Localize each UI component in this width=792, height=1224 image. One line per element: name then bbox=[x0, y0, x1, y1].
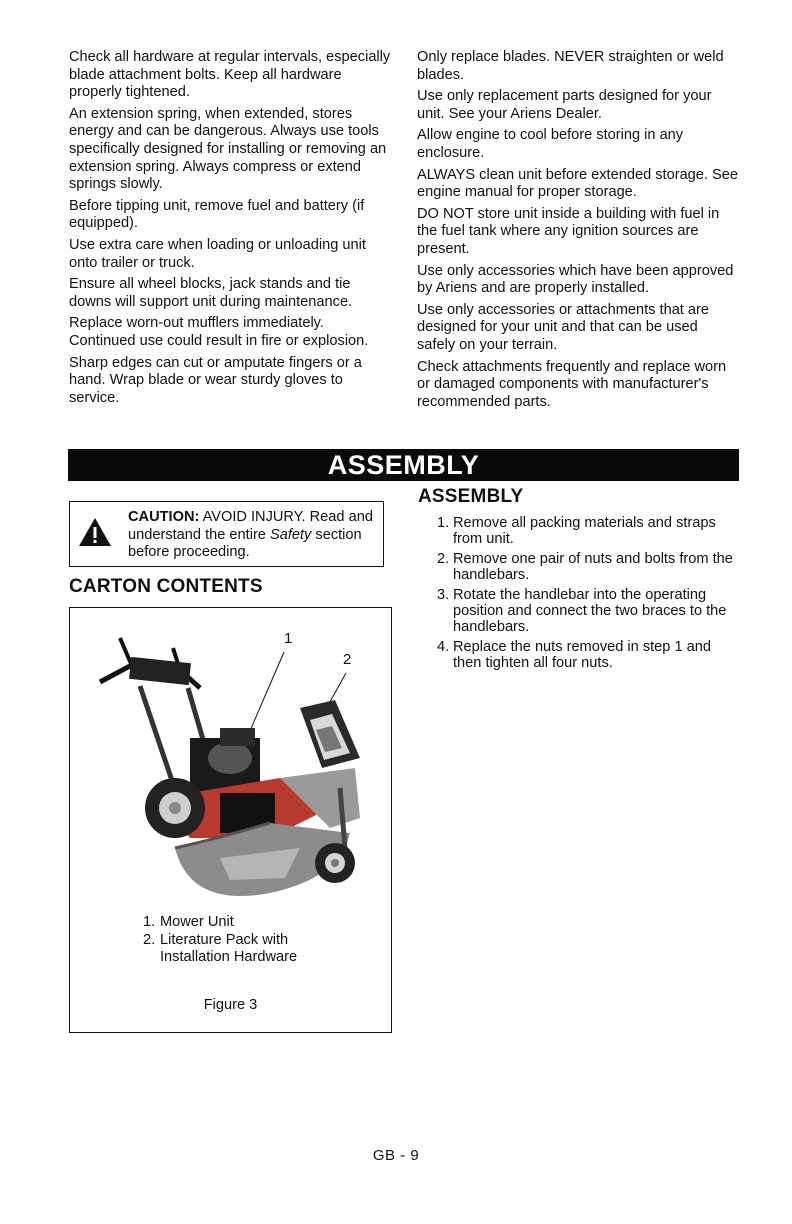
item-number: 2. bbox=[143, 931, 156, 948]
caution-text-b: section before proceeding. bbox=[128, 526, 362, 561]
carton-contents-heading: CARTON CONTENTS bbox=[69, 576, 263, 597]
callout-1: 1 bbox=[284, 630, 293, 647]
paragraph: An extension spring, when extended, stores energy and can be dangerous. Always use tools specifically designed for installing or removing an extension spring. Always compress or extend springs slowly. bbox=[69, 105, 387, 193]
paragraph: Allow engine to cool before storing in any enclosure. bbox=[417, 127, 684, 161]
paragraph: ALWAYS clean unit before extended storage. See engine manual for proper storage. bbox=[417, 166, 738, 201]
step-text: Remove one pair of nuts and bolts from the handlebars. bbox=[453, 551, 733, 583]
assembly-steps bbox=[437, 515, 742, 675]
item-number: 1. bbox=[143, 914, 156, 930]
page-number: GB - 9 bbox=[372, 1147, 420, 1164]
caution-emphasis: Safety bbox=[269, 526, 312, 543]
caution-label: CAUTION: bbox=[128, 509, 200, 525]
list-item bbox=[437, 587, 742, 635]
callout-2: 2 bbox=[343, 651, 352, 668]
caution-text-a: AVOID INJURY. Read and understand the entire bbox=[128, 509, 373, 543]
paragraph: Check all hardware at regular intervals, especially blade attachment bolts. Keep all hardware properly tightened. bbox=[69, 49, 391, 101]
step-text: Rotate the handlebar into the operating position and connect the two braces to the handlebars. bbox=[453, 587, 727, 635]
paragraph: Sharp edges can cut or amputate fingers or a hand. Wrap blade or wear sturdy gloves to service. bbox=[69, 354, 362, 406]
list-item bbox=[437, 639, 742, 671]
paragraph: Use only replacement parts designed for your unit. See your Ariens Dealer. bbox=[417, 88, 712, 122]
drive-wheel bbox=[145, 778, 205, 838]
paragraph: Use only accessories which have been approved by Ariens and are properly installed. bbox=[417, 262, 734, 297]
paragraph: Use only accessories or attachments that are designed for your unit and that can be used safely on your terrain. bbox=[417, 301, 710, 353]
section-banner: ASSEMBLY bbox=[68, 449, 739, 481]
figure-box bbox=[69, 607, 392, 1033]
paragraph: Ensure all wheel blocks, jack stands and tie downs will support unit during maintenance. bbox=[69, 276, 353, 310]
list-item bbox=[437, 515, 742, 547]
paragraph: Before tipping unit, remove fuel and battery (if equipped). bbox=[69, 197, 365, 232]
step-number: 3. bbox=[437, 587, 450, 603]
step-number: 2. bbox=[437, 551, 450, 567]
step-text: Remove all packing materials and straps from unit. bbox=[453, 515, 716, 547]
parts-list bbox=[143, 914, 330, 967]
list-item bbox=[143, 914, 330, 932]
step-number: 4. bbox=[437, 639, 450, 655]
figure-caption: Figure 3 bbox=[203, 997, 258, 1013]
right-column bbox=[417, 49, 739, 415]
caution-message bbox=[128, 509, 380, 562]
step-number: 1. bbox=[437, 515, 450, 531]
paragraph: Check attachments frequently and replace worn or damaged components with manufacturer's recommended parts. bbox=[417, 358, 727, 410]
paragraph: Only replace blades. NEVER straighten or weld blades. bbox=[417, 49, 724, 83]
item-label: Mower Unit bbox=[160, 914, 234, 930]
item-label: Literature Pack with Installation Hardware bbox=[160, 931, 298, 965]
caster-wheel bbox=[315, 843, 355, 883]
warning-triangle-icon bbox=[78, 517, 112, 547]
paragraph: DO NOT store unit inside a building with fuel in the fuel tank where any ignition sources are present. bbox=[417, 205, 720, 257]
list-item bbox=[437, 551, 742, 583]
list-item bbox=[143, 932, 330, 967]
step-text: Replace the nuts removed in step 1 and then tighten all four nuts. bbox=[453, 639, 711, 671]
paragraph: Use extra care when loading or unloading unit onto trailer or truck. bbox=[69, 236, 366, 271]
assembly-heading: ASSEMBLY bbox=[418, 486, 524, 507]
caution-box bbox=[69, 501, 384, 567]
literature-pack bbox=[300, 700, 360, 768]
left-column bbox=[69, 49, 394, 411]
paragraph: Replace worn-out mufflers immediately. Continued use could result in fire or explosion. bbox=[69, 315, 369, 349]
